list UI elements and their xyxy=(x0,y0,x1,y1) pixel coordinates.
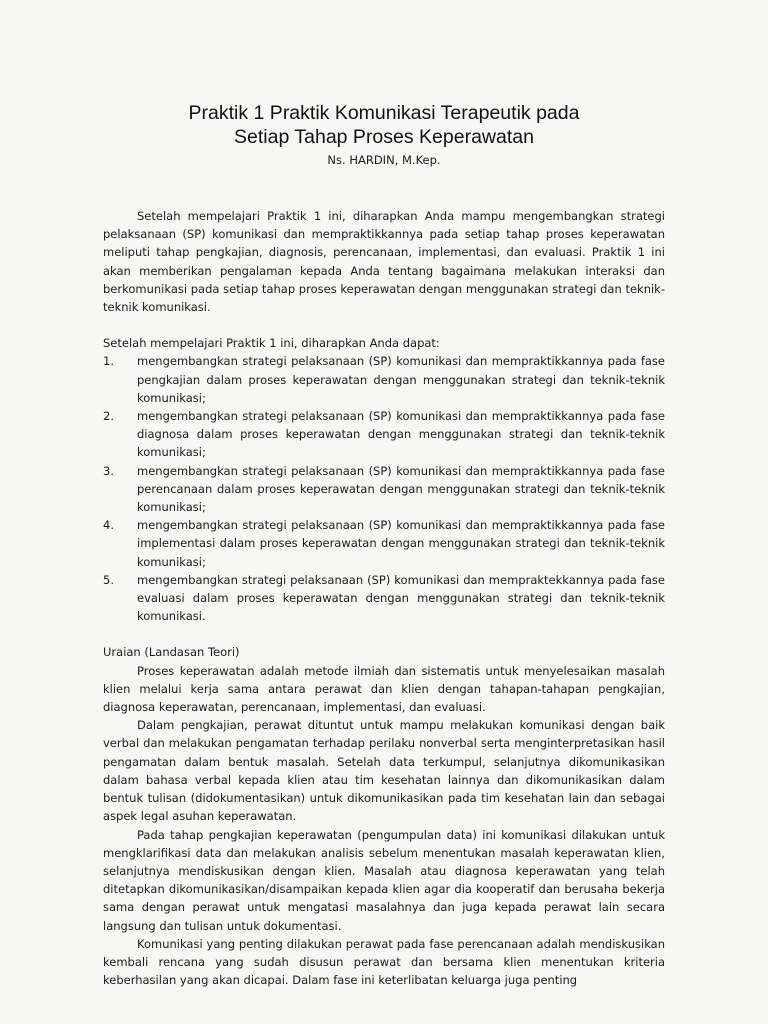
objectives-intro: Setelah mempelajari Praktik 1 ini, diharapkan Anda dapat: xyxy=(103,336,440,351)
list-number: 5. xyxy=(103,572,114,587)
list-text: mengembangkan strategi pelaksanaan (SP) komunikasi dan mempraktikkannya pada fase implementasi dalam proses keperawatan dengan menggunakan strategi dan teknik-teknik komunikasi; xyxy=(137,518,665,569)
list-text: mengembangkan strategi pelaksanaan (SP) komunikasi dan mempraktikkannya pada fase diagnosa dalam proses keperawatan dengan menggunakan strategi dan teknik-teknik komunikasi; xyxy=(137,409,665,460)
objectives-list xyxy=(103,352,665,625)
list-number: 2. xyxy=(103,409,114,424)
list-text: mengembangkan strategi pelaksanaan (SP) komunikasi dan mempraktikkannya pada fase perencanaan dalam proses keperawatan dengan menggunakan strategi dan teknik-teknik komunikasi; xyxy=(137,463,665,515)
list-item xyxy=(103,462,665,517)
author-line: Ns. HARDIN, M.Kep. xyxy=(327,153,441,167)
list-item xyxy=(103,516,665,571)
title-line-2: Setiap Tahap Proses Keperawatan xyxy=(234,126,534,148)
list-number: 3. xyxy=(103,463,114,478)
list-item xyxy=(103,571,665,626)
body-paragraph: Pada tahap pengkajian keperawatan (pengumpulan data) ini komunikasi dilakukan untuk mengklarifikasi data dan melakukan analisis sebelum menentukan masalah keperawatan klien, selanjutnya mendiskusikan dengan klien. Masalah atau diagnosa keperawatan yang telah ditetapkan dikomunikasikan/disampaikan kepada klien agar dia kooperatif dan berusaha bekerja sama dengan perawat untuk mengatasi masalahnya dan juga kepada perawat lain secara langsung dan tulisan untuk dokumentasi. xyxy=(103,827,665,933)
list-text: mengembangkan strategi pelaksanaan (SP) komunikasi dan mempraktekkannya pada fase evaluasi dalam proses keperawatan dengan menggunakan strategi dan teknik-teknik komunikasi. xyxy=(137,572,665,624)
body-paragraph: Proses keperawatan adalah metode ilmiah dan sistematis untuk menyelesaikan masalah klien melalui kerja sama antara perawat dan klien dengan tahapan-tahapan pengkajian, diagnosa keperawatan, perencanaan, implementasi, dan evaluasi. xyxy=(103,663,665,715)
intro-paragraph: Setelah mempelajari Praktik 1 ini, diharapkan Anda mampu mengembangkan strategi pelaksanaan (SP) komunikasi dan mempraktikkannya pada setiap tahap proses keperawatan meliputi tahap pengkajian, diagnosis, perencanaan, implementasi, dan evaluasi. Praktik 1 ini akan memberikan pengalaman kepada Anda tentang bagaimana melakukan interaksi dan berkomunikasi pada setiap tahap proses keperawatan dengan menggunakan strategi dan teknik-teknik komunikasi. xyxy=(103,209,665,315)
list-text: mengembangkan strategi pelaksanaan (SP) komunikasi dan mempraktikkannya pada fase pengkajian dalam proses keperawatan dengan menggunakan strategi dan teknik-teknik komunikasi; xyxy=(137,354,665,405)
body-paragraph: Dalam pengkajian, perawat dituntut untuk mampu melakukan komunikasi dengan baik verbal dan melakukan pengamatan terhadap perilaku nonverbal serta menginterpretasikan hasil pengamatan dalam bentuk masalah. Setelah data terkumpul, selanjutnya dikomunikasikan dalam bahasa verbal kepada klien atau tim kesehatan lainnya dan dikomunikasikan dalam bentuk tulisan (didokumentasikan) untuk dikomunikasikan pada tim kesehatan lain dan sebagai aspek legal asuhan keperawatan. xyxy=(103,718,665,824)
list-number: 1. xyxy=(103,354,114,369)
body-paragraph: Komunikasi yang penting dilakukan perawat pada fase perencanaan adalah mendiskusikan kembali rencana yang sudah disusun perawat dan bersama klien menentukan kriteria keberhasilan yang akan dicapai. Dalam fase ini keterlibatan keluarga juga penting xyxy=(103,936,665,988)
document-title xyxy=(0,101,768,149)
document-body xyxy=(103,207,665,989)
list-item xyxy=(103,407,665,462)
title-line-1: Praktik 1 Praktik Komunikasi Terapeutik pada xyxy=(188,102,580,124)
section-heading: Uraian (Landasan Teori) xyxy=(103,645,240,660)
list-number: 4. xyxy=(103,518,114,533)
list-item xyxy=(103,352,665,407)
